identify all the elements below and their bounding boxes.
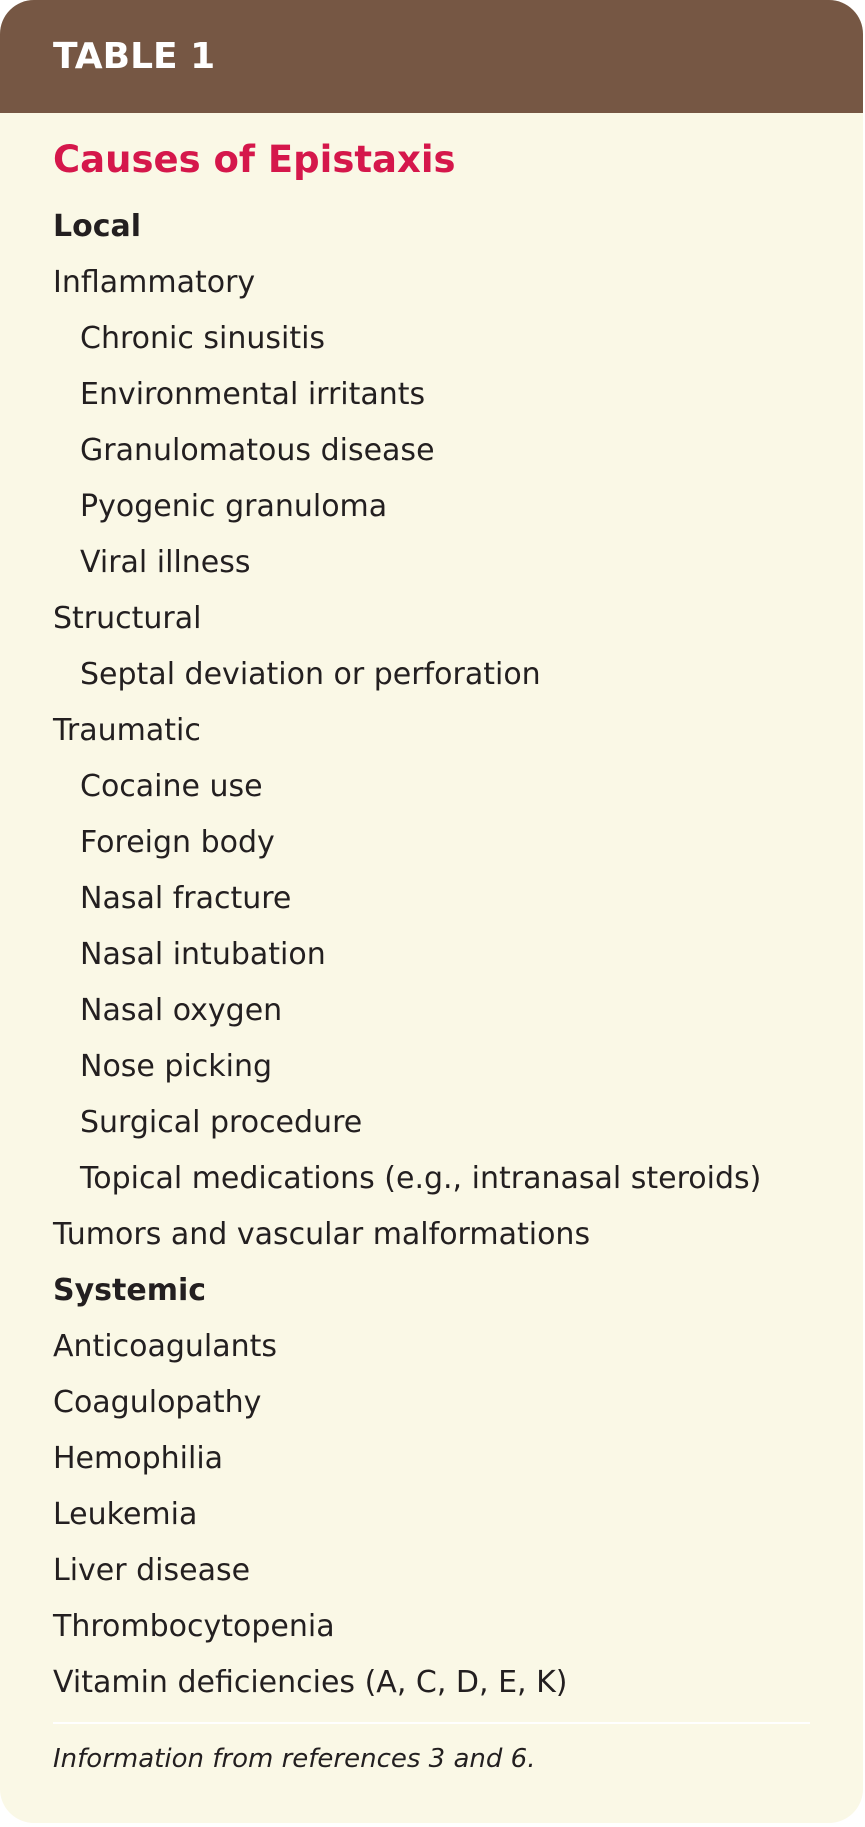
section-heading: Local [53,209,142,244]
section-heading: Systemic [53,1273,207,1308]
list-item: Viral illness [80,545,251,580]
category-item: Vitamin deficiencies (A, C, D, E, K) [53,1665,568,1700]
list-item: Nasal oxygen [80,993,283,1028]
category-item: Tumors and vascular malformations [53,1217,591,1252]
list-item: Foreign body [80,825,275,860]
table-number-label: TABLE 1 [53,36,216,77]
list-item: Environmental irritants [80,377,426,412]
category-item: Inflammatory [53,265,256,300]
list-item: Nasal fracture [80,881,292,916]
list-item: Chronic sinusitis [80,321,326,356]
list-item: Nose picking [80,1049,273,1084]
list-item: Pyogenic granuloma [80,489,388,524]
list-item: Septal deviation or perforation [80,657,541,692]
category-item: Structural [53,601,202,636]
source-footnote: Information from references 3 and 6. [53,1744,536,1774]
causes-list [53,199,761,1711]
table-title: Causes of Epistaxis [53,138,456,181]
footnote-divider [53,1722,810,1724]
list-item: Topical medications (e.g., intranasal steroids) [80,1161,762,1196]
table-header-bar [0,0,863,113]
category-item: Traumatic [53,713,201,748]
list-item: Surgical procedure [80,1105,363,1140]
list-item: Cocaine use [80,769,263,804]
category-item: Anticoagulants [53,1329,278,1364]
category-item: Leukemia [53,1497,198,1532]
category-item: Coagulopathy [53,1385,262,1420]
category-item: Liver disease [53,1553,251,1588]
list-item: Granulomatous disease [80,433,435,468]
list-item: Nasal intubation [80,937,326,972]
category-item: Hemophilia [53,1441,224,1476]
category-item: Thrombocytopenia [53,1609,335,1644]
